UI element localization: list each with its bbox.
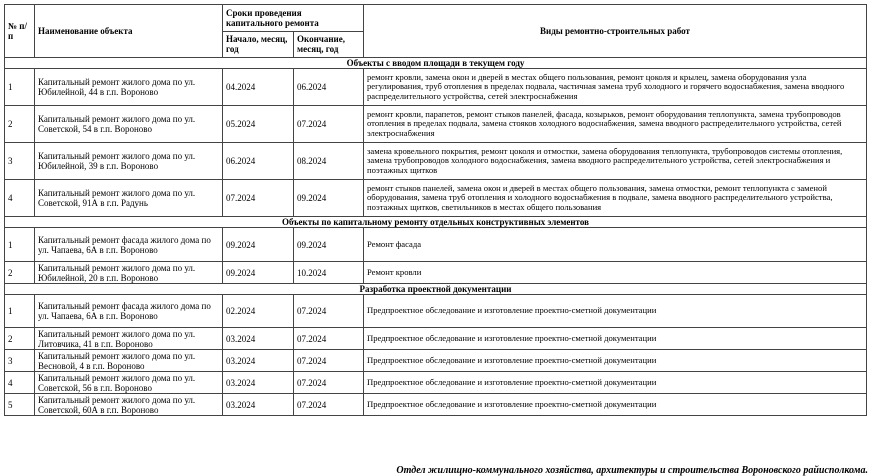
section-title: Объекты по капитальному ремонту отдельных конструктивных элементов [5, 217, 867, 228]
table-row [5, 228, 867, 262]
works-description: Предпроектное обследование и изготовление проектно-сметной документации [364, 394, 867, 416]
end-date: 07.2024 [294, 394, 364, 416]
table-body [5, 58, 867, 416]
repair-schedule-table [4, 4, 867, 416]
section-header-row [5, 217, 867, 228]
table-row [5, 180, 867, 217]
document [4, 4, 868, 476]
object-name: Капитальный ремонт жилого дома по ул. Весновой, 4 в г.п. Вороново [35, 350, 223, 372]
row-number: 3 [5, 350, 35, 372]
section-header-row [5, 58, 867, 69]
end-date: 07.2024 [294, 106, 364, 143]
end-date: 09.2024 [294, 228, 364, 262]
works-description: ремонт кровли, замена окон и дверей в местах общего пользования, ремонт цоколя и крылец, замена оборудования узла регулирования, труб отопления в пределах подвала, частичная замена труб холодного и горячего водоснабжения, замена вводного распределительного устройства, сетей электроснабжения [364, 69, 867, 106]
object-name: Капитальный ремонт жилого дома по ул. Советской, 56 в г.п. Вороново [35, 372, 223, 394]
start-date: 03.2024 [223, 350, 294, 372]
object-name: Капитальный ремонт фасада жилого дома по ул. Чапаева, 6А в г.п. Вороново [35, 228, 223, 262]
end-date: 07.2024 [294, 328, 364, 350]
works-description: ремонт кровли, парапетов, ремонт стыков панелей, фасада, козырьков, ремонт оборудования теплопункта, замена трубопроводов отопления в пределах подвала, замена стояков холодного водоснабжения, замена вводного распределительного устройства, сетей электроснабжения [364, 106, 867, 143]
start-date: 02.2024 [223, 295, 294, 328]
header-works: Виды ремонтно-строительных работ [364, 5, 867, 58]
end-date: 07.2024 [294, 350, 364, 372]
object-name: Капитальный ремонт фасада жилого дома по ул. Чапаева, 6А в г.п. Вороново [35, 295, 223, 328]
table-row [5, 143, 867, 180]
works-description: Предпроектное обследование и изготовление проектно-сметной документации [364, 295, 867, 328]
header-end: Окончание, месяц, год [294, 31, 364, 58]
start-date: 09.2024 [223, 228, 294, 262]
works-description: замена кровельного покрытия, ремонт цоколя и отмостки, замена оборудования теплопункта, трубопроводов системы отопления, замена трубопроводов холодного водоснабжения, замена вводного распределительного устройства, сетей электроснабжения и поэтажных щитков [364, 143, 867, 180]
row-number: 1 [5, 69, 35, 106]
end-date: 10.2024 [294, 262, 364, 284]
row-number: 1 [5, 228, 35, 262]
end-date: 06.2024 [294, 69, 364, 106]
end-date: 08.2024 [294, 143, 364, 180]
row-number: 4 [5, 372, 35, 394]
row-number: 5 [5, 394, 35, 416]
start-date: 03.2024 [223, 372, 294, 394]
end-date: 09.2024 [294, 180, 364, 217]
start-date: 05.2024 [223, 106, 294, 143]
row-number: 3 [5, 143, 35, 180]
row-number: 4 [5, 180, 35, 217]
start-date: 07.2024 [223, 180, 294, 217]
works-description: ремонт стыков панелей, замена окон и дверей в местах общего пользования, замена отмостки, ремонт теплопункта с заменой оборудования, замена труб отопления и холодного водоснабжения в подвале, замена вводного распределительного устройства, поэтажных щитков, светильников в местах общего пользования [364, 180, 867, 217]
footer-signature: Отдел жилищно-коммунального хозяйства, архитектуры и строительства Вороновского райисполкома. [396, 465, 868, 476]
start-date: 03.2024 [223, 394, 294, 416]
object-name: Капитальный ремонт жилого дома по ул. Советской, 54 в г.п. Вороново [35, 106, 223, 143]
works-description: Ремонт фасада [364, 228, 867, 262]
header-terms: Сроки проведения капитального ремонта [223, 5, 364, 32]
start-date: 03.2024 [223, 328, 294, 350]
object-name: Капитальный ремонт жилого дома по ул. Советской, 91А в г.п. Радунь [35, 180, 223, 217]
table-row [5, 106, 867, 143]
works-description: Ремонт кровли [364, 262, 867, 284]
table-row [5, 69, 867, 106]
table-row [5, 328, 867, 350]
row-number: 1 [5, 295, 35, 328]
table-row [5, 262, 867, 284]
row-number: 2 [5, 262, 35, 284]
section-title: Объекты с вводом площади в текущем году [5, 58, 867, 69]
table-row [5, 350, 867, 372]
row-number: 2 [5, 328, 35, 350]
start-date: 09.2024 [223, 262, 294, 284]
works-description: Предпроектное обследование и изготовление проектно-сметной документации [364, 372, 867, 394]
object-name: Капитальный ремонт жилого дома по ул. Юбилейной, 20 в г.п. Вороново [35, 262, 223, 284]
object-name: Капитальный ремонт жилого дома по ул. Юбилейной, 44 в г.п. Вороново [35, 69, 223, 106]
table-row [5, 372, 867, 394]
start-date: 06.2024 [223, 143, 294, 180]
header-start: Начало, месяц, год [223, 31, 294, 58]
table-row [5, 295, 867, 328]
row-number: 2 [5, 106, 35, 143]
object-name: Капитальный ремонт жилого дома по ул. Литовчика, 41 в г.п. Вороново [35, 328, 223, 350]
section-title: Разработка проектной документации [5, 284, 867, 295]
start-date: 04.2024 [223, 69, 294, 106]
table-row [5, 394, 867, 416]
object-name: Капитальный ремонт жилого дома по ул. Юбилейной, 39 в г.п. Вороново [35, 143, 223, 180]
section-header-row [5, 284, 867, 295]
header-object: Наименование объекта [35, 5, 223, 58]
works-description: Предпроектное обследование и изготовление проектно-сметной документации [364, 350, 867, 372]
works-description: Предпроектное обследование и изготовление проектно-сметной документации [364, 328, 867, 350]
end-date: 07.2024 [294, 372, 364, 394]
header-num: № п/п [5, 5, 35, 58]
end-date: 07.2024 [294, 295, 364, 328]
object-name: Капитальный ремонт жилого дома по ул. Советской, 60А в г.п. Вороново [35, 394, 223, 416]
